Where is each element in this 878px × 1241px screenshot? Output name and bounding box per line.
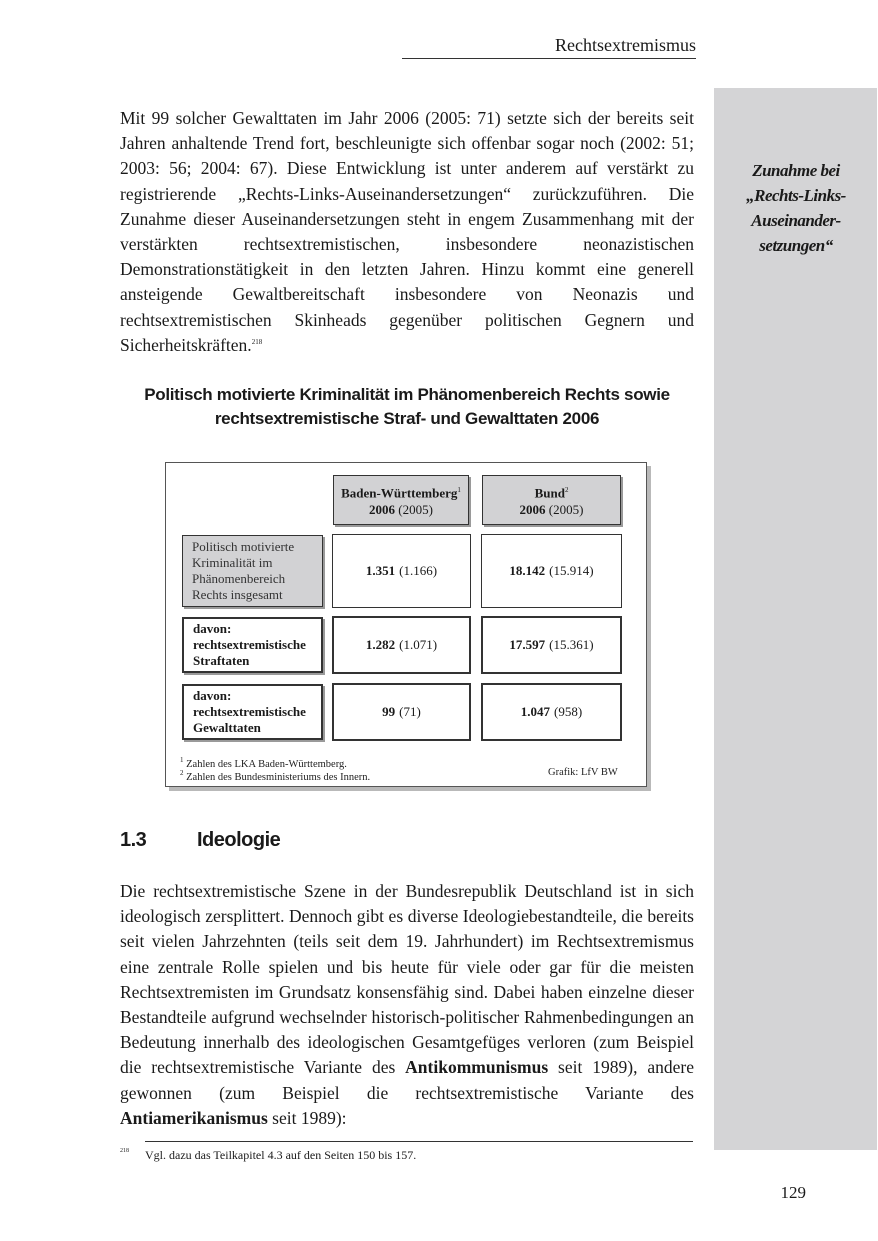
column-name: Bund [534,485,565,501]
margin-note-line: „Rechts-Links- [746,186,846,205]
column-prev-year: (2005) [398,501,433,517]
table-cell [332,683,471,741]
table-cell [332,534,471,608]
row-label-line: Straftaten [193,653,250,668]
table-cell [481,683,622,741]
cell-value: 1.351 [365,563,396,578]
column-footnote-mark: 2 [564,486,569,495]
column-header-bund [482,475,621,525]
margin-note-line: Zunahme bei [752,161,840,180]
figure-footnote-text: Zahlen des LKA Baden-Württemberg. [186,759,347,770]
table-cell [332,616,471,674]
footnote-text: Vgl. dazu das Teilkapitel 4.3 auf den Seiten 150 bis 157. [145,1148,417,1162]
cell-prev-value: (958) [554,704,583,719]
cell-prev-value: (1.071) [399,637,438,652]
emphasized-term: Antiamerikanismus [120,1107,268,1128]
emphasized-term: Antikommunismus [405,1057,549,1078]
row-label-total [182,535,323,607]
figure-footnote-2 [180,766,370,785]
margin-sidebar [714,88,877,1150]
row-label-line: rechtsextremistische [193,704,306,719]
cell-prev-value: (71) [399,704,421,719]
margin-note-line: setzungen“ [759,236,833,255]
footnote-mark: 218 [120,1148,129,1154]
cell-value: 17.597 [509,637,546,652]
cell-value: 1.047 [520,704,551,719]
figure-title-line-1: Politisch motivierte Kriminalität im Phänomenbereich Rechts sowie [144,385,670,404]
column-year: 2006 [519,501,546,517]
row-label-line: davon: [193,621,232,636]
figure-title-line-2: rechtsextremistische Straf- und Gewalttaten 2006 [214,409,600,428]
row-label-line: Gewalttaten [193,720,261,735]
column-year: 2006 [369,501,396,517]
row-label-line: Politisch motivierte [192,539,295,554]
column-name: Baden-Württemberg [341,485,458,501]
figure-credit: Grafik: LfV BW [548,767,618,778]
paragraph-text: Die rechtsextremistische Szene in der Bundesrepublik Deutschland ist in sich ideologisch zersplittert. Dennoch gibt es diverse Ideologiebestandteile, die bereits seit vielen Jahrzehnten (teils seit dem 19. Jahrhundert) im Rechtsextremismus eine zentrale Rolle spielen und bis heute für viele oder gar für die meisten Rechtsextremisten im Grundsatz konsensfähig sind. Dabei haben einzelne dieser Bestandteile aufgrund wechselnder historisch-politischer Rahmenbedingungen an Bedeutung innerhalb des ideologischen Gesamtgefüges verloren (zum Beispiel die rechtsextremistische Variante des [120,881,694,1078]
cell-prev-value: (15.914) [549,563,594,578]
row-label-line: Rechts insgesamt [192,587,283,602]
running-head: Rechtsextremismus [402,34,696,59]
figure-footnote-mark: 2 [180,769,184,777]
cell-prev-value: (15.361) [549,637,594,652]
table-cell [481,534,622,608]
row-label-line: davon: [193,688,232,703]
row-label-gewalttaten [182,684,323,740]
footnote-reference: 218 [251,337,263,346]
paragraph-text: seit 1989), andere gewonnen (zum Beispiel die rechtsextremistische Variante des [120,1057,694,1103]
paragraph-text: Mit 99 solcher Gewalttaten im Jahr 2006 (2005: 71) setzte sich der bereits seit Jahren anhaltende Trend fort, beschleunigte sich offenbar sogar noch (2002: 51; 2003: 56; 2004: 67). Diese Entwicklung ist unter anderem auf verstärkt zu registrierende „Rechts-Links-Auseinandersetzungen“ zurückzuführen. Die Zunahme dieser Auseinandersetzungen steht in engem Zusammenhang mit der verstärkten rechtsextremistischen, insbesondere neonazistischen Demonstrationstätigkeit in den letzten Jahren. Hinzu kommt eine generell ansteigende Gewaltbereitschaft insbesondere von Neonazis und rechtsextremistischen Skinheads gegenüber politischen Gegnern und Sicherheitskräften. [120,108,694,355]
paragraph-text: seit 1989): [267,1107,347,1128]
margin-note [726,158,866,258]
margin-note-line: Auseinander- [751,211,841,230]
section-title: Ideologie [197,829,281,851]
footnote-divider [145,1141,693,1142]
body-paragraph-1 [120,106,694,358]
row-label-straftaten [182,617,323,673]
row-label-line: rechtsextremistische [193,637,306,652]
figure-title [120,383,694,431]
column-footnote-mark: 1 [457,486,461,495]
body-paragraph-2 [120,879,694,1131]
figure-footnote-mark: 1 [180,756,184,764]
row-label-line: Phänomenbereich [192,571,286,586]
statistics-figure [165,462,647,787]
figure-footnote-text: Zahlen des Bundesministeriums des Innern. [186,772,371,783]
table-cell [481,616,622,674]
cell-value: 18.142 [509,563,546,578]
cell-value: 1.282 [365,637,396,652]
row-label-line: Kriminalität im [192,555,273,570]
column-header-baden-wuerttemberg [333,475,469,525]
page-number: 129 [780,1183,806,1202]
cell-value: 99 [382,704,396,719]
cell-prev-value: (1.166) [399,563,438,578]
column-prev-year: (2005) [548,501,584,517]
section-number: 1.3 [120,829,147,851]
